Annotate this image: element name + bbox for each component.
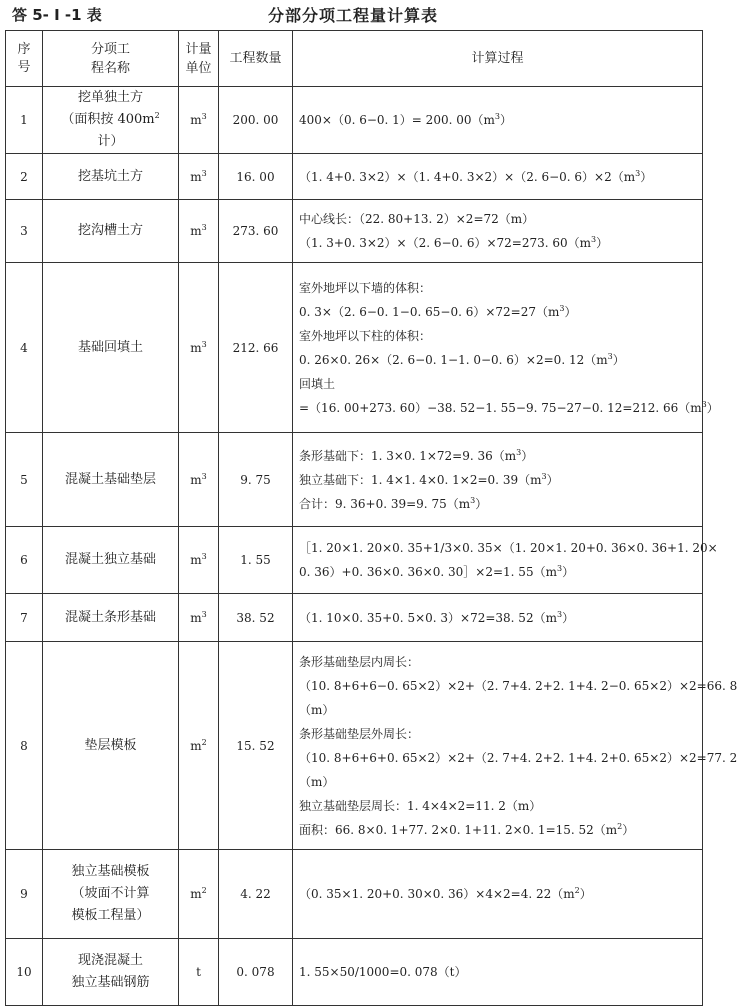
table-row	[6, 527, 703, 594]
quantity: 15. 52	[219, 642, 293, 850]
unit: $m^3$	[179, 433, 219, 527]
calculation-line: 合计：9. 36+0. 39=9. $75(m^3)$	[299, 495, 488, 511]
item-name-line: 混凝土独立基础	[64, 552, 156, 567]
column-header-unit-line: 计量	[185, 41, 212, 57]
item-name-line: 混凝土条形基础	[64, 609, 156, 625]
calculation	[293, 87, 703, 154]
column-header-item	[43, 31, 179, 87]
calculation-line: （1. 3+0. 3×2）×（2. 6−0. 6）×72=273. $60(m^3)$	[299, 235, 609, 250]
item-name	[43, 850, 179, 939]
table-row	[6, 594, 703, 642]
item-name-line: （面积按 $400m^2$ 计）	[61, 111, 160, 149]
calculation-line: 条形基础垫层内周长：	[299, 654, 420, 669]
row-number: 2	[6, 154, 43, 200]
calculation-line: 条形基础下：1. 3×0. 1×72=9. $36(m^3)$	[299, 447, 534, 463]
calculation-line: （1. 10×0. 35+0. 5×0. 3）×72=38. $52(m^3)$	[299, 609, 575, 625]
calculation	[293, 527, 718, 594]
table-row	[6, 87, 703, 154]
calculation	[293, 200, 703, 263]
item-name-line: 垫层模板	[84, 737, 137, 753]
item-name-line: 挖沟槽土方	[77, 223, 143, 238]
quantity: 9. 75	[219, 433, 293, 527]
quantity: 4. 22	[219, 850, 293, 939]
row-number: 4	[6, 263, 43, 433]
column-header-item-line: 程名称	[90, 60, 130, 76]
header-row	[6, 31, 703, 87]
row-number: 3	[6, 200, 43, 263]
item-name-line: 混凝土基础垫层	[64, 471, 156, 487]
column-header-calc: 计算过程	[293, 31, 703, 87]
unit: t	[179, 939, 219, 1006]
item-name-line: 基础回填土	[77, 339, 143, 355]
row-number: 6	[6, 527, 43, 594]
row-number: 8	[6, 642, 43, 850]
table-row	[6, 263, 703, 433]
column-header-quantity: 工程数量	[219, 31, 293, 87]
calculation-line: （10. 8+6+6−0. 65×2）×2+（2. 7+4. 2+2. 1+4. 2−0. 65×2）×2=66. 8	[299, 678, 737, 693]
table-row	[6, 939, 703, 1006]
unit: $m^3$	[179, 263, 219, 433]
row-number: 7	[6, 594, 43, 642]
quantity: 0. 078	[219, 939, 293, 1006]
calculation-line: 室外地坪以下墙的体积：	[299, 280, 432, 295]
quantity: 273. 60	[219, 200, 293, 263]
unit: $m^3$	[179, 527, 219, 594]
item-name-line: 模板工程量）	[71, 908, 150, 923]
calculation	[293, 263, 719, 433]
row-number: 5	[6, 433, 43, 527]
table-row	[6, 200, 703, 263]
item-name	[43, 200, 179, 263]
row-number: 9	[6, 850, 43, 939]
item-name	[43, 594, 179, 642]
calculation-line: 0. 26×0. 26×（2. 6−0. 1−1. 0−0. 6）×2=0. $12(m^3)$	[299, 351, 625, 367]
calculation-line: ［1. 20×1. 20×0. 35+1/3×0. 35×（1. 20×1. 20+0. 36×0. 36+1. 20×	[299, 541, 718, 555]
item-name-line: （坡面不计算	[71, 886, 150, 901]
quantity: 1. 55	[219, 527, 293, 594]
calculation-line: 中心线长：（22. 80+13. 2）×2=72（m）	[299, 212, 535, 226]
calculation	[293, 594, 703, 642]
calculation	[293, 850, 703, 939]
item-name-line: 独立基础钢筋	[71, 975, 150, 990]
document-title: 分部分项工程量计算表	[267, 6, 438, 25]
item-name	[43, 263, 179, 433]
quantity: 38. 52	[219, 594, 293, 642]
calculation	[293, 939, 703, 1006]
item-name	[43, 527, 179, 594]
item-name	[43, 87, 179, 154]
calculation-line: 室外地坪以下柱的体积：	[299, 328, 432, 343]
item-name	[43, 154, 179, 200]
calculation-line: =（16. 00+273. 60）−38. 52−1. 55−9. 75−27−0. 12=212. $66(m^3)$	[299, 399, 719, 415]
calculation-line: 条形基础垫层外周长：	[299, 726, 420, 741]
unit: $m^3$	[179, 87, 219, 154]
column-header-no: 序号	[6, 31, 43, 87]
row-number: 10	[6, 939, 43, 1006]
quantity: 212. 66	[219, 263, 293, 433]
calculation-line: （m）	[299, 702, 335, 717]
item-name-line: 挖基坑土方	[77, 168, 143, 184]
table-label: 答 5- Ⅰ -1 表	[12, 6, 102, 24]
item-name	[43, 433, 179, 527]
calculation-line: 400×（0. 6−0. 1）= 200. $00(m^3)$	[299, 112, 512, 127]
quantity: 16. 00	[219, 154, 293, 200]
unit: $m^2$	[179, 642, 219, 850]
page-header	[0, 0, 706, 28]
calculation-line: （10. 8+6+6+0. 65×2）×2+（2. 7+4. 2+2. 1+4. 2+0. 65×2）×2=77. 2	[299, 750, 737, 765]
item-name	[43, 642, 179, 850]
table-body	[6, 87, 737, 1006]
calculation	[293, 154, 703, 200]
calculation-line: 0. 3×（2. 6−0. 1−0. 65−0. $6)\times 72=27(m^3)$	[299, 303, 577, 319]
item-name-line: 挖单独土方	[77, 90, 143, 105]
item-name-line: 现浇混凝土	[77, 953, 143, 968]
table-row	[6, 154, 703, 200]
column-header-unit-line: 单位	[185, 60, 212, 76]
quantity-calculation-table	[5, 30, 737, 1006]
table-row	[6, 433, 703, 527]
calculation	[293, 433, 703, 527]
unit: $m^2$	[179, 850, 219, 939]
column-header-item-line: 分项工	[90, 41, 130, 57]
calculation-line: （0. 35×1. 20+0. 30×0. 36）×4×2=4. $22(m^2)$	[299, 886, 592, 901]
calculation-line: 回填土	[299, 376, 336, 391]
calculation-line: （m）	[299, 774, 335, 789]
calculation-line: 独立基础下：1. 4×1. 4×0. 1×2=0. $39(m^3)$	[299, 471, 559, 487]
calculation-line: （1. 4+0. 3×2）×（1. 4+0. 3×2）×（2. 6−0. $6)\times 2(m^3)$	[299, 168, 653, 184]
unit: $m^3$	[179, 154, 219, 200]
item-name-line: 独立基础模板	[71, 864, 150, 879]
calculation-line: 面积：66. 8×0. 1+77. 2×0. 1+11. 2×0. 1=15. $52(m^2)$	[299, 821, 635, 837]
table-row	[6, 642, 703, 850]
calculation-line: 0. 36）+0. 36×0. 36×0. 30］×2=1. $55(m^3)$	[299, 564, 575, 579]
calculation	[293, 642, 737, 850]
unit: $m^3$	[179, 200, 219, 263]
calculation-line: 独立基础垫层周长：1. 4×4×2=11. 2（m）	[299, 798, 542, 813]
quantity: 200. 00	[219, 87, 293, 154]
table-row	[6, 850, 703, 939]
calculation-line: 1. 55×50/1000=0. 078（t）	[299, 965, 467, 979]
unit: $m^3$	[179, 594, 219, 642]
item-name	[43, 939, 179, 1006]
row-number: 1	[6, 87, 43, 154]
column-header-unit	[179, 31, 219, 87]
